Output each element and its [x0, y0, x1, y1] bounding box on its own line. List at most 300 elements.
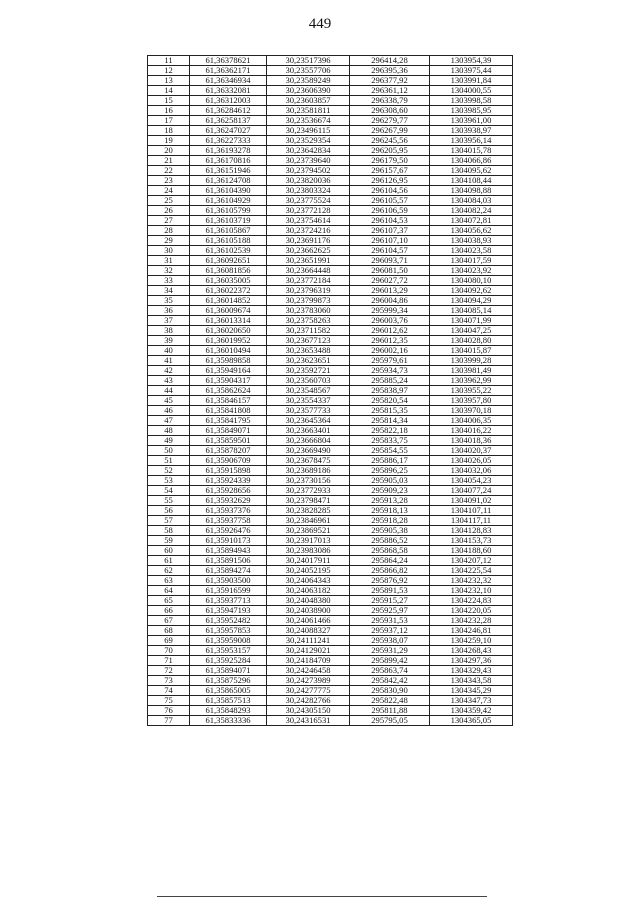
- y-coordinate-cell: 1304359,42: [430, 706, 513, 716]
- x-coordinate-cell: 295822,48: [350, 696, 430, 706]
- x-coordinate-cell: 295866,82: [350, 566, 430, 576]
- y-coordinate-cell: 1304345,29: [430, 686, 513, 696]
- y-coordinate-cell: 1304006,35: [430, 416, 513, 426]
- point-number-cell: 55: [148, 496, 190, 506]
- point-number-cell: 22: [148, 166, 190, 176]
- x-coordinate-cell: 296107,10: [350, 236, 430, 246]
- y-coordinate-cell: 1304153,73: [430, 536, 513, 546]
- latitude-cell: 61,35848293: [190, 706, 267, 716]
- latitude-cell: 61,36151946: [190, 166, 267, 176]
- point-number-cell: 37: [148, 316, 190, 326]
- x-coordinate-cell: 295915,27: [350, 596, 430, 606]
- latitude-cell: 61,36332081: [190, 86, 267, 96]
- latitude-cell: 61,35925284: [190, 656, 267, 666]
- x-coordinate-cell: 296027,72: [350, 276, 430, 286]
- x-coordinate-cell: 295891,53: [350, 586, 430, 596]
- x-coordinate-cell: 295918,13: [350, 506, 430, 516]
- longitude-cell: 30,23651991: [267, 256, 350, 266]
- latitude-cell: 61,36013314: [190, 316, 267, 326]
- table-row: [148, 656, 513, 666]
- x-coordinate-cell: 295899,42: [350, 656, 430, 666]
- latitude-cell: 61,36103719: [190, 216, 267, 226]
- table-row: [148, 256, 513, 266]
- x-coordinate-cell: 295814,34: [350, 416, 430, 426]
- longitude-cell: 30,23799873: [267, 296, 350, 306]
- latitude-cell: 61,36014852: [190, 296, 267, 306]
- y-coordinate-cell: 1304224,83: [430, 596, 513, 606]
- table-row: [148, 246, 513, 256]
- longitude-cell: 30,23557706: [267, 66, 350, 76]
- x-coordinate-cell: 295999,34: [350, 306, 430, 316]
- table-row: [148, 326, 513, 336]
- table-row: [148, 316, 513, 326]
- point-number-cell: 73: [148, 676, 190, 686]
- point-number-cell: 56: [148, 506, 190, 516]
- latitude-cell: 61,35959008: [190, 636, 267, 646]
- footer-divider: [157, 896, 487, 897]
- point-number-cell: 34: [148, 286, 190, 296]
- y-coordinate-cell: 1304095,62: [430, 166, 513, 176]
- point-number-cell: 35: [148, 296, 190, 306]
- y-coordinate-cell: 1304023,58: [430, 246, 513, 256]
- point-number-cell: 77: [148, 716, 190, 726]
- y-coordinate-cell: 1303975,44: [430, 66, 513, 76]
- point-number-cell: 23: [148, 176, 190, 186]
- y-coordinate-cell: 1303991,84: [430, 76, 513, 86]
- longitude-cell: 30,23536674: [267, 116, 350, 126]
- y-coordinate-cell: 1303956,14: [430, 136, 513, 146]
- table-row: [148, 66, 513, 76]
- y-coordinate-cell: 1303954,39: [430, 56, 513, 66]
- y-coordinate-cell: 1304032,06: [430, 466, 513, 476]
- latitude-cell: 61,35891506: [190, 556, 267, 566]
- table-row: [148, 86, 513, 96]
- longitude-cell: 30,24184709: [267, 656, 350, 666]
- point-number-cell: 47: [148, 416, 190, 426]
- longitude-cell: 30,23678475: [267, 456, 350, 466]
- table-row: [148, 606, 513, 616]
- longitude-cell: 30,23560703: [267, 376, 350, 386]
- longitude-cell: 30,24061466: [267, 616, 350, 626]
- table-row: [148, 106, 513, 116]
- point-number-cell: 71: [148, 656, 190, 666]
- longitude-cell: 30,23772933: [267, 486, 350, 496]
- point-number-cell: 21: [148, 156, 190, 166]
- y-coordinate-cell: 1304047,25: [430, 326, 513, 336]
- longitude-cell: 30,23775524: [267, 196, 350, 206]
- latitude-cell: 61,35857513: [190, 696, 267, 706]
- x-coordinate-cell: 295795,05: [350, 716, 430, 726]
- longitude-cell: 30,23796319: [267, 286, 350, 296]
- point-number-cell: 49: [148, 436, 190, 446]
- table-row: [148, 486, 513, 496]
- table-row: [148, 616, 513, 626]
- longitude-cell: 30,23730156: [267, 476, 350, 486]
- longitude-cell: 30,23869521: [267, 526, 350, 536]
- point-number-cell: 11: [148, 56, 190, 66]
- latitude-cell: 61,35932629: [190, 496, 267, 506]
- point-number-cell: 33: [148, 276, 190, 286]
- table-row: [148, 646, 513, 656]
- point-number-cell: 42: [148, 366, 190, 376]
- coordinates-table-body: [148, 56, 513, 726]
- y-coordinate-cell: 1304343,58: [430, 676, 513, 686]
- y-coordinate-cell: 1303938,97: [430, 126, 513, 136]
- latitude-cell: 61,35910173: [190, 536, 267, 546]
- latitude-cell: 61,35937758: [190, 516, 267, 526]
- table-row: [148, 506, 513, 516]
- point-number-cell: 72: [148, 666, 190, 676]
- table-row: [148, 226, 513, 236]
- x-coordinate-cell: 295931,53: [350, 616, 430, 626]
- latitude-cell: 61,35904317: [190, 376, 267, 386]
- y-coordinate-cell: 1304026,05: [430, 456, 513, 466]
- x-coordinate-cell: 295838,97: [350, 386, 430, 396]
- longitude-cell: 30,24064343: [267, 576, 350, 586]
- y-coordinate-cell: 1304072,81: [430, 216, 513, 226]
- longitude-cell: 30,24052195: [267, 566, 350, 576]
- x-coordinate-cell: 296267,99: [350, 126, 430, 136]
- latitude-cell: 61,36312003: [190, 96, 267, 106]
- longitude-cell: 30,23623651: [267, 356, 350, 366]
- longitude-cell: 30,23589249: [267, 76, 350, 86]
- y-coordinate-cell: 1304347,73: [430, 696, 513, 706]
- table-row: [148, 436, 513, 446]
- x-coordinate-cell: 296205,95: [350, 146, 430, 156]
- x-coordinate-cell: 296361,12: [350, 86, 430, 96]
- x-coordinate-cell: 296157,67: [350, 166, 430, 176]
- y-coordinate-cell: 1304220,05: [430, 606, 513, 616]
- coordinates-table: [147, 55, 513, 726]
- y-coordinate-cell: 1303999,28: [430, 356, 513, 366]
- x-coordinate-cell: 296012,62: [350, 326, 430, 336]
- y-coordinate-cell: 1304018,36: [430, 436, 513, 446]
- point-number-cell: 64: [148, 586, 190, 596]
- y-coordinate-cell: 1304071,99: [430, 316, 513, 326]
- longitude-cell: 30,23496115: [267, 126, 350, 136]
- table-row: [148, 176, 513, 186]
- table-row: [148, 166, 513, 176]
- point-number-cell: 19: [148, 136, 190, 146]
- latitude-cell: 61,36227333: [190, 136, 267, 146]
- y-coordinate-cell: 1303957,80: [430, 396, 513, 406]
- x-coordinate-cell: 295868,58: [350, 546, 430, 556]
- point-number-cell: 38: [148, 326, 190, 336]
- latitude-cell: 61,35949164: [190, 366, 267, 376]
- x-coordinate-cell: 295833,75: [350, 436, 430, 446]
- latitude-cell: 61,35833336: [190, 716, 267, 726]
- latitude-cell: 61,35865005: [190, 686, 267, 696]
- point-number-cell: 75: [148, 696, 190, 706]
- latitude-cell: 61,36284612: [190, 106, 267, 116]
- point-number-cell: 30: [148, 246, 190, 256]
- latitude-cell: 61,35915898: [190, 466, 267, 476]
- longitude-cell: 30,23803324: [267, 186, 350, 196]
- latitude-cell: 61,35862624: [190, 386, 267, 396]
- table-row: [148, 366, 513, 376]
- latitude-cell: 61,35989858: [190, 356, 267, 366]
- y-coordinate-cell: 1304091,02: [430, 496, 513, 506]
- point-number-cell: 39: [148, 336, 190, 346]
- y-coordinate-cell: 1304015,78: [430, 146, 513, 156]
- longitude-cell: 30,23642834: [267, 146, 350, 156]
- y-coordinate-cell: 1303955,22: [430, 386, 513, 396]
- table-row: [148, 476, 513, 486]
- latitude-cell: 61,36124708: [190, 176, 267, 186]
- y-coordinate-cell: 1303998,58: [430, 96, 513, 106]
- latitude-cell: 61,35928656: [190, 486, 267, 496]
- latitude-cell: 61,36105867: [190, 226, 267, 236]
- point-number-cell: 53: [148, 476, 190, 486]
- table-row: [148, 306, 513, 316]
- point-number-cell: 60: [148, 546, 190, 556]
- latitude-cell: 61,35894943: [190, 546, 267, 556]
- table-row: [148, 706, 513, 716]
- longitude-cell: 30,23798471: [267, 496, 350, 506]
- y-coordinate-cell: 1304268,43: [430, 646, 513, 656]
- point-number-cell: 58: [148, 526, 190, 536]
- y-coordinate-cell: 1304080,10: [430, 276, 513, 286]
- table-row: [148, 556, 513, 566]
- table-row: [148, 186, 513, 196]
- x-coordinate-cell: 296107,37: [350, 226, 430, 236]
- longitude-cell: 30,23828285: [267, 506, 350, 516]
- point-number-cell: 31: [148, 256, 190, 266]
- latitude-cell: 61,36346934: [190, 76, 267, 86]
- table-row: [148, 516, 513, 526]
- latitude-cell: 61,35952482: [190, 616, 267, 626]
- longitude-cell: 30,24048380: [267, 596, 350, 606]
- latitude-cell: 61,36102539: [190, 246, 267, 256]
- table-row: [148, 276, 513, 286]
- x-coordinate-cell: 296377,92: [350, 76, 430, 86]
- longitude-cell: 30,23711582: [267, 326, 350, 336]
- y-coordinate-cell: 1304188,60: [430, 546, 513, 556]
- table-row: [148, 136, 513, 146]
- point-number-cell: 16: [148, 106, 190, 116]
- point-number-cell: 20: [148, 146, 190, 156]
- longitude-cell: 30,24017911: [267, 556, 350, 566]
- page-number: 449: [308, 16, 332, 32]
- x-coordinate-cell: 296012,35: [350, 336, 430, 346]
- longitude-cell: 30,24063182: [267, 586, 350, 596]
- table-row: [148, 566, 513, 576]
- table-row: [148, 546, 513, 556]
- x-coordinate-cell: 295864,24: [350, 556, 430, 566]
- table-row: [148, 716, 513, 726]
- y-coordinate-cell: 1304085,14: [430, 306, 513, 316]
- x-coordinate-cell: 296002,16: [350, 346, 430, 356]
- latitude-cell: 61,35859501: [190, 436, 267, 446]
- x-coordinate-cell: 296279,77: [350, 116, 430, 126]
- table-row: [148, 236, 513, 246]
- x-coordinate-cell: 296104,57: [350, 246, 430, 256]
- point-number-cell: 70: [148, 646, 190, 656]
- longitude-cell: 30,24282766: [267, 696, 350, 706]
- table-row: [148, 686, 513, 696]
- latitude-cell: 61,36081856: [190, 266, 267, 276]
- table-row: [148, 336, 513, 346]
- longitude-cell: 30,23662625: [267, 246, 350, 256]
- point-number-cell: 14: [148, 86, 190, 96]
- x-coordinate-cell: 295979,61: [350, 356, 430, 366]
- latitude-cell: 61,36378621: [190, 56, 267, 66]
- y-coordinate-cell: 1304020,37: [430, 446, 513, 456]
- point-number-cell: 45: [148, 396, 190, 406]
- longitude-cell: 30,23529354: [267, 136, 350, 146]
- latitude-cell: 61,36019952: [190, 336, 267, 346]
- table-row: [148, 406, 513, 416]
- x-coordinate-cell: 295822,18: [350, 426, 430, 436]
- latitude-cell: 61,36020650: [190, 326, 267, 336]
- y-coordinate-cell: 1304056,62: [430, 226, 513, 236]
- longitude-cell: 30,24305150: [267, 706, 350, 716]
- latitude-cell: 61,35894274: [190, 566, 267, 576]
- y-coordinate-cell: 1304225,54: [430, 566, 513, 576]
- longitude-cell: 30,23724216: [267, 226, 350, 236]
- y-coordinate-cell: 1304207,12: [430, 556, 513, 566]
- longitude-cell: 30,24129021: [267, 646, 350, 656]
- x-coordinate-cell: 295937,12: [350, 626, 430, 636]
- longitude-cell: 30,24088327: [267, 626, 350, 636]
- x-coordinate-cell: 295876,92: [350, 576, 430, 586]
- table-row: [148, 456, 513, 466]
- point-number-cell: 12: [148, 66, 190, 76]
- longitude-cell: 30,23669490: [267, 446, 350, 456]
- y-coordinate-cell: 1304015,87: [430, 346, 513, 356]
- longitude-cell: 30,23653488: [267, 346, 350, 356]
- longitude-cell: 30,23677123: [267, 336, 350, 346]
- y-coordinate-cell: 1304128,83: [430, 526, 513, 536]
- point-number-cell: 41: [148, 356, 190, 366]
- longitude-cell: 30,23645364: [267, 416, 350, 426]
- point-number-cell: 48: [148, 426, 190, 436]
- y-coordinate-cell: 1303985,95: [430, 106, 513, 116]
- x-coordinate-cell: 295909,23: [350, 486, 430, 496]
- y-coordinate-cell: 1304246,81: [430, 626, 513, 636]
- longitude-cell: 30,23983086: [267, 546, 350, 556]
- x-coordinate-cell: 295905,38: [350, 526, 430, 536]
- latitude-cell: 61,35916599: [190, 586, 267, 596]
- y-coordinate-cell: 1304084,03: [430, 196, 513, 206]
- latitude-cell: 61,36022372: [190, 286, 267, 296]
- y-coordinate-cell: 1303970,18: [430, 406, 513, 416]
- table-row: [148, 696, 513, 706]
- longitude-cell: 30,23554337: [267, 396, 350, 406]
- point-number-cell: 51: [148, 456, 190, 466]
- x-coordinate-cell: 296308,60: [350, 106, 430, 116]
- table-row: [148, 356, 513, 366]
- x-coordinate-cell: 296338,79: [350, 96, 430, 106]
- table-row: [148, 56, 513, 66]
- y-coordinate-cell: 1304082,24: [430, 206, 513, 216]
- table-row: [148, 536, 513, 546]
- longitude-cell: 30,23739640: [267, 156, 350, 166]
- longitude-cell: 30,23754614: [267, 216, 350, 226]
- longitude-cell: 30,23820036: [267, 176, 350, 186]
- x-coordinate-cell: 295938,07: [350, 636, 430, 646]
- table-row: [148, 676, 513, 686]
- x-coordinate-cell: 295905,03: [350, 476, 430, 486]
- point-number-cell: 63: [148, 576, 190, 586]
- longitude-cell: 30,23517396: [267, 56, 350, 66]
- x-coordinate-cell: 295815,35: [350, 406, 430, 416]
- point-number-cell: 28: [148, 226, 190, 236]
- y-coordinate-cell: 1303961,00: [430, 116, 513, 126]
- x-coordinate-cell: 295885,24: [350, 376, 430, 386]
- table-row: [148, 156, 513, 166]
- latitude-cell: 61,36035005: [190, 276, 267, 286]
- latitude-cell: 61,35841808: [190, 406, 267, 416]
- point-number-cell: 32: [148, 266, 190, 276]
- x-coordinate-cell: 296013,29: [350, 286, 430, 296]
- point-number-cell: 24: [148, 186, 190, 196]
- point-number-cell: 29: [148, 236, 190, 246]
- latitude-cell: 61,36092651: [190, 256, 267, 266]
- longitude-cell: 30,23772184: [267, 276, 350, 286]
- table-row: [148, 466, 513, 476]
- y-coordinate-cell: 1304365,05: [430, 716, 513, 726]
- longitude-cell: 30,23794502: [267, 166, 350, 176]
- latitude-cell: 61,35926476: [190, 526, 267, 536]
- latitude-cell: 61,36009674: [190, 306, 267, 316]
- table-row: [148, 286, 513, 296]
- table-row: [148, 346, 513, 356]
- latitude-cell: 61,36170816: [190, 156, 267, 166]
- latitude-cell: 61,35937376: [190, 506, 267, 516]
- point-number-cell: 26: [148, 206, 190, 216]
- longitude-cell: 30,24038900: [267, 606, 350, 616]
- point-number-cell: 13: [148, 76, 190, 86]
- table-row: [148, 76, 513, 86]
- longitude-cell: 30,23783060: [267, 306, 350, 316]
- y-coordinate-cell: 1304107,11: [430, 506, 513, 516]
- point-number-cell: 17: [148, 116, 190, 126]
- latitude-cell: 61,36104390: [190, 186, 267, 196]
- y-coordinate-cell: 1304329,43: [430, 666, 513, 676]
- y-coordinate-cell: 1304232,10: [430, 586, 513, 596]
- y-coordinate-cell: 1304028,80: [430, 336, 513, 346]
- longitude-cell: 30,23664448: [267, 266, 350, 276]
- table-row: [148, 266, 513, 276]
- table-row: [148, 386, 513, 396]
- table-row: [148, 426, 513, 436]
- latitude-cell: 61,35846157: [190, 396, 267, 406]
- latitude-cell: 61,36104929: [190, 196, 267, 206]
- x-coordinate-cell: 295886,17: [350, 456, 430, 466]
- latitude-cell: 61,35937713: [190, 596, 267, 606]
- table-row: [148, 586, 513, 596]
- y-coordinate-cell: 1304054,23: [430, 476, 513, 486]
- latitude-cell: 61,35903500: [190, 576, 267, 586]
- longitude-cell: 30,23772128: [267, 206, 350, 216]
- x-coordinate-cell: 296395,36: [350, 66, 430, 76]
- longitude-cell: 30,23581811: [267, 106, 350, 116]
- x-coordinate-cell: 296081,50: [350, 266, 430, 276]
- longitude-cell: 30,23548567: [267, 386, 350, 396]
- latitude-cell: 61,35894071: [190, 666, 267, 676]
- y-coordinate-cell: 1304232,28: [430, 616, 513, 626]
- y-coordinate-cell: 1304297,36: [430, 656, 513, 666]
- y-coordinate-cell: 1304017,59: [430, 256, 513, 266]
- latitude-cell: 61,35947193: [190, 606, 267, 616]
- x-coordinate-cell: 296104,53: [350, 216, 430, 226]
- x-coordinate-cell: 295820,54: [350, 396, 430, 406]
- longitude-cell: 30,23606390: [267, 86, 350, 96]
- x-coordinate-cell: 296179,50: [350, 156, 430, 166]
- x-coordinate-cell: 295863,74: [350, 666, 430, 676]
- x-coordinate-cell: 296093,71: [350, 256, 430, 266]
